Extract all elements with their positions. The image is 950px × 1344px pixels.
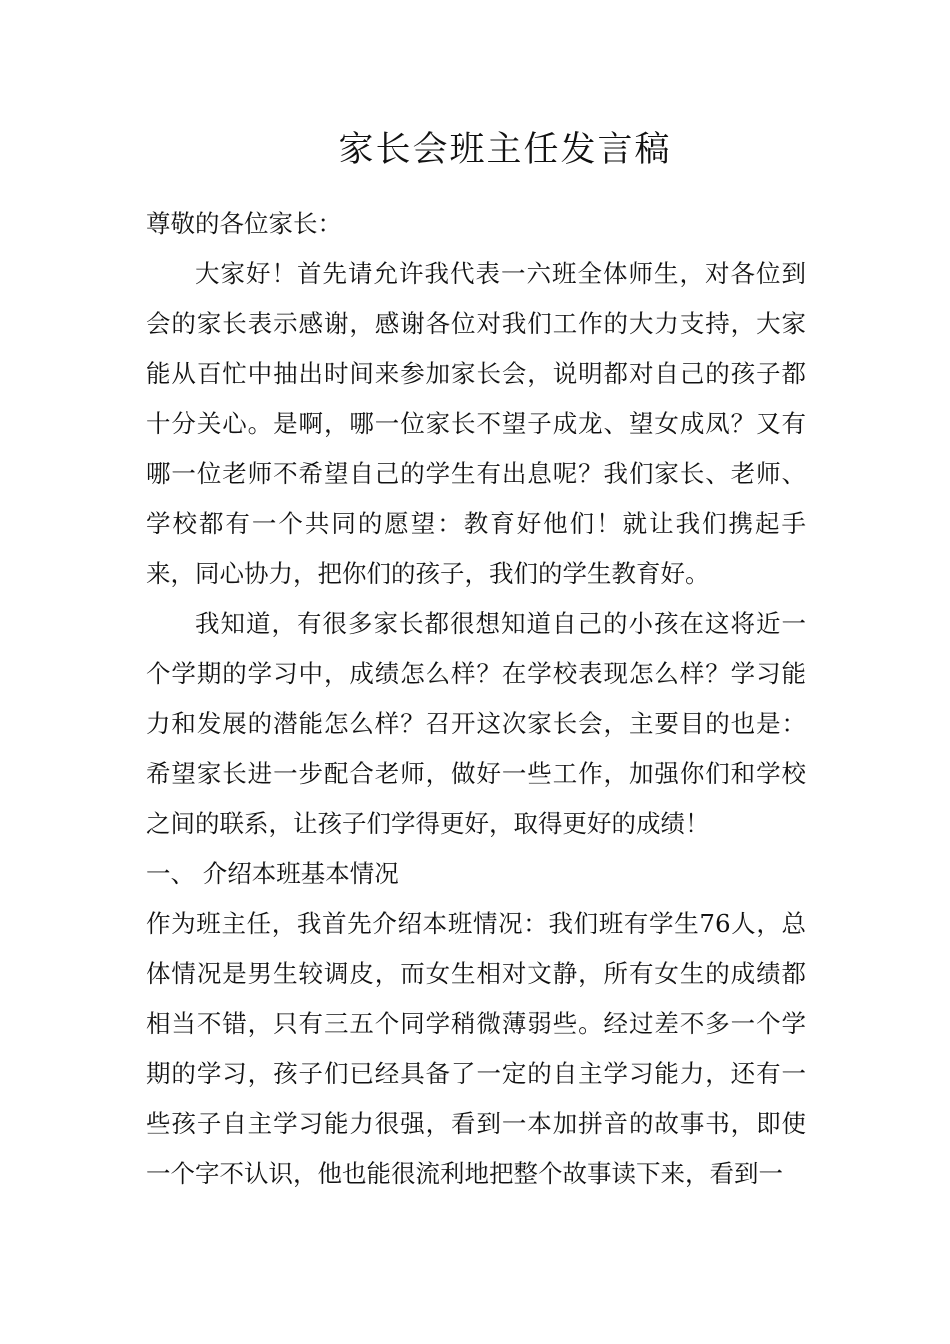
salutation: 尊敬的各位家长：: [146, 209, 342, 238]
document-title: 家长会班主任发言稿: [338, 130, 672, 170]
paragraph-greeting: 大家好！首先请允许我代表一六班全体师生，对各位到会的家长表示感谢，感谢各位对我们工作的大力支持，大家能从百忙中抽出时间来参加家长会，说明都对自己的孩子都十分关心。是啊，哪一位家长不望子成龙、望女成凤？又有哪一位老师不希望自己的学生有出息呢？我们家长、老师、学校都有一个共同的愿望：教育好他们！就让我们携起手来，同心协力，把你们的孩子，我们的学生教育好。: [146, 259, 806, 588]
section-paragraph: 作为班主任，我首先介绍本班情况：我们班有学生76人，总体情况是男生较调皮，而女生相对文静，所有女生的成绩都相当不错，只有三五个同学稍微薄弱些。经过差不多一个学期的学习，孩子们已经具备了一定的自主学习能力，还有一些孩子自主学习能力很强，看到一本加拼音的故事书，即使一个字不认识，他也能很流利地把整个故事读下来，看到一: [146, 909, 806, 1188]
document-body: [146, 199, 806, 1199]
paragraph-purpose: 我知道，有很多家长都很想知道自己的小孩在这将近一个学期的学习中，成绩怎么样？在学校表现怎么样？学习能力和发展的潜能怎么样？召开这次家长会，主要目的也是：希望家长进一步配合老师，做好一些工作，加强你们和学校之间的联系，让孩子们学得更好，取得更好的成绩！: [146, 609, 806, 838]
section-heading: 一、 介绍本班基本情况: [146, 859, 399, 888]
